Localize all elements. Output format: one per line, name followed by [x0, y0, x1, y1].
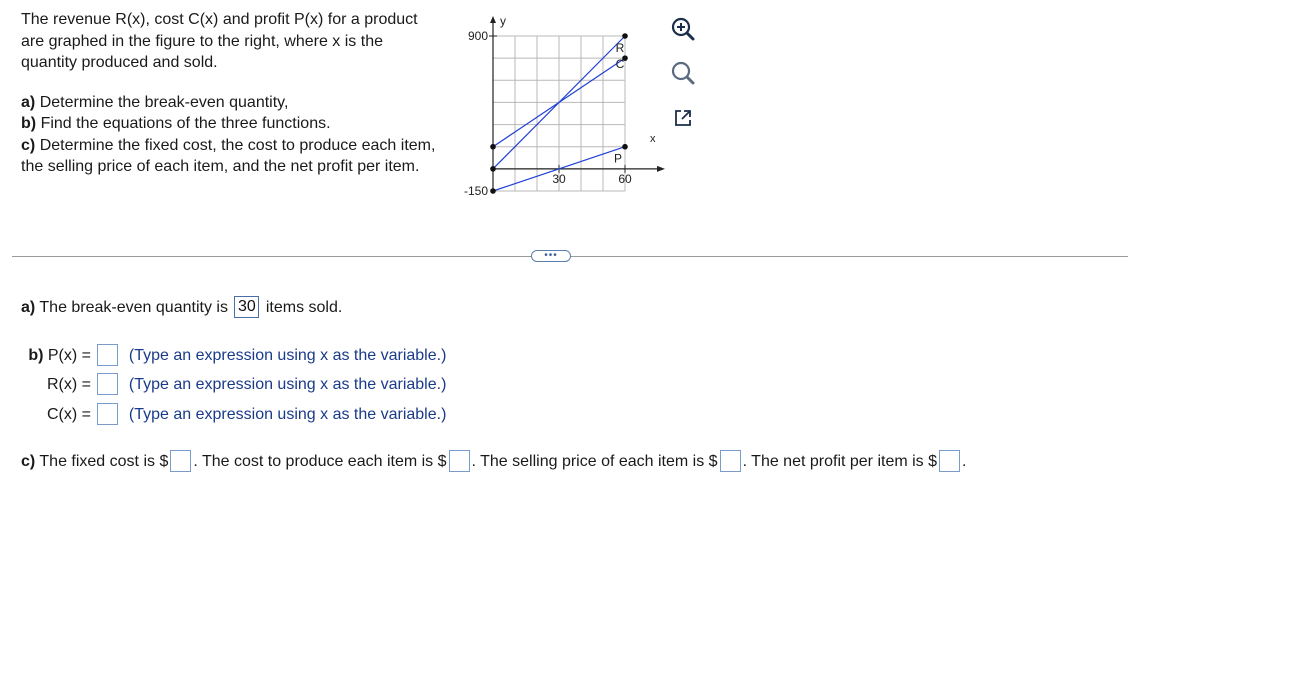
- price-each-text: . The selling price of each item is $: [471, 453, 718, 471]
- y-axis-label: y: [500, 14, 506, 28]
- part-b-text: Find the equations of the three functions.: [40, 115, 331, 132]
- more-button[interactable]: •••: [531, 250, 571, 262]
- p-expression-field[interactable]: [97, 344, 118, 366]
- p-hint: (Type an expression using x as the variable.): [128, 347, 447, 365]
- zoom-out-button[interactable]: [668, 58, 698, 88]
- r-expression-field[interactable]: [97, 373, 118, 395]
- pop-out-icon: [672, 107, 694, 129]
- answer-b-label: b): [28, 347, 44, 365]
- part-c-text: Determine the fixed cost, the cost to produce each item, the selling price of each item, and the net profit per item.: [21, 136, 436, 175]
- curve-label-R: R: [615, 41, 625, 55]
- break-even-graph[interactable]: [440, 8, 680, 208]
- r-label: R(x) =: [47, 376, 91, 394]
- end-period: .: [962, 453, 967, 471]
- fixed-cost-text: The fixed cost is $: [39, 453, 169, 471]
- c-label: C(x) =: [47, 406, 91, 424]
- cost-each-field[interactable]: [449, 450, 470, 472]
- p-label-wrap: [21, 345, 91, 367]
- question-part-a: [21, 92, 441, 114]
- x-tick-label-60: 60: [618, 171, 632, 186]
- data-point-R: [490, 166, 496, 172]
- part-a-text: Determine the break-even quantity,: [39, 93, 289, 111]
- answer-a-suffix: items sold.: [265, 299, 343, 317]
- c-expression-field[interactable]: [97, 403, 118, 425]
- answer-b-c-row: [21, 404, 446, 426]
- data-point-P: [622, 144, 628, 150]
- zoom-in-icon: [670, 16, 696, 42]
- question-intro: The revenue R(x), cost C(x) and profit P(x) for a product are graphed in the figure to the right, where x is the quantity produced and sold.: [21, 11, 418, 71]
- answer-a-row: [21, 297, 342, 319]
- c-hint: (Type an expression using x as the variable.): [128, 406, 447, 424]
- zoom-in-button[interactable]: [668, 14, 698, 44]
- x-axis-arrow: [657, 166, 665, 172]
- y-axis-arrow: [490, 16, 496, 23]
- answer-a-prefix: The break-even quantity is: [39, 299, 228, 317]
- curve-label-P: P: [613, 151, 623, 166]
- cost-each-text: . The cost to produce each item is $: [193, 453, 447, 471]
- profit-each-field[interactable]: [939, 450, 960, 472]
- data-point-C: [490, 144, 496, 150]
- answer-b-p-row: [21, 345, 446, 367]
- part-c-label: c): [21, 136, 36, 154]
- part-a-label: a): [21, 93, 36, 111]
- data-point-P: [490, 188, 496, 194]
- p-label: P(x) =: [47, 347, 91, 365]
- answer-c-row: [21, 451, 966, 473]
- y-max-label: 900: [467, 29, 488, 43]
- x-tick-label-30: 30: [552, 171, 566, 186]
- price-each-field[interactable]: [720, 450, 741, 472]
- y-min-label: -150: [463, 184, 488, 198]
- answer-a-label: a): [21, 299, 36, 317]
- answer-c-label: c): [21, 453, 36, 471]
- x-axis-label: x: [650, 132, 656, 145]
- part-b-label: b): [21, 115, 37, 132]
- graph-svg: [440, 8, 680, 208]
- question-text: [21, 9, 441, 178]
- question-part-b: [21, 113, 441, 135]
- zoom-out-icon: [670, 60, 696, 86]
- fixed-cost-field[interactable]: [170, 450, 191, 472]
- curve-label-C: C: [615, 57, 625, 72]
- question-part-c: [21, 135, 441, 178]
- answer-b-r-row: [21, 374, 446, 396]
- pop-out-button[interactable]: [668, 103, 698, 133]
- profit-each-text: . The net profit per item is $: [742, 453, 938, 471]
- data-point-R: [622, 33, 628, 39]
- break-even-quantity-field[interactable]: 30: [234, 296, 259, 318]
- r-hint: (Type an expression using x as the variable.): [128, 376, 447, 394]
